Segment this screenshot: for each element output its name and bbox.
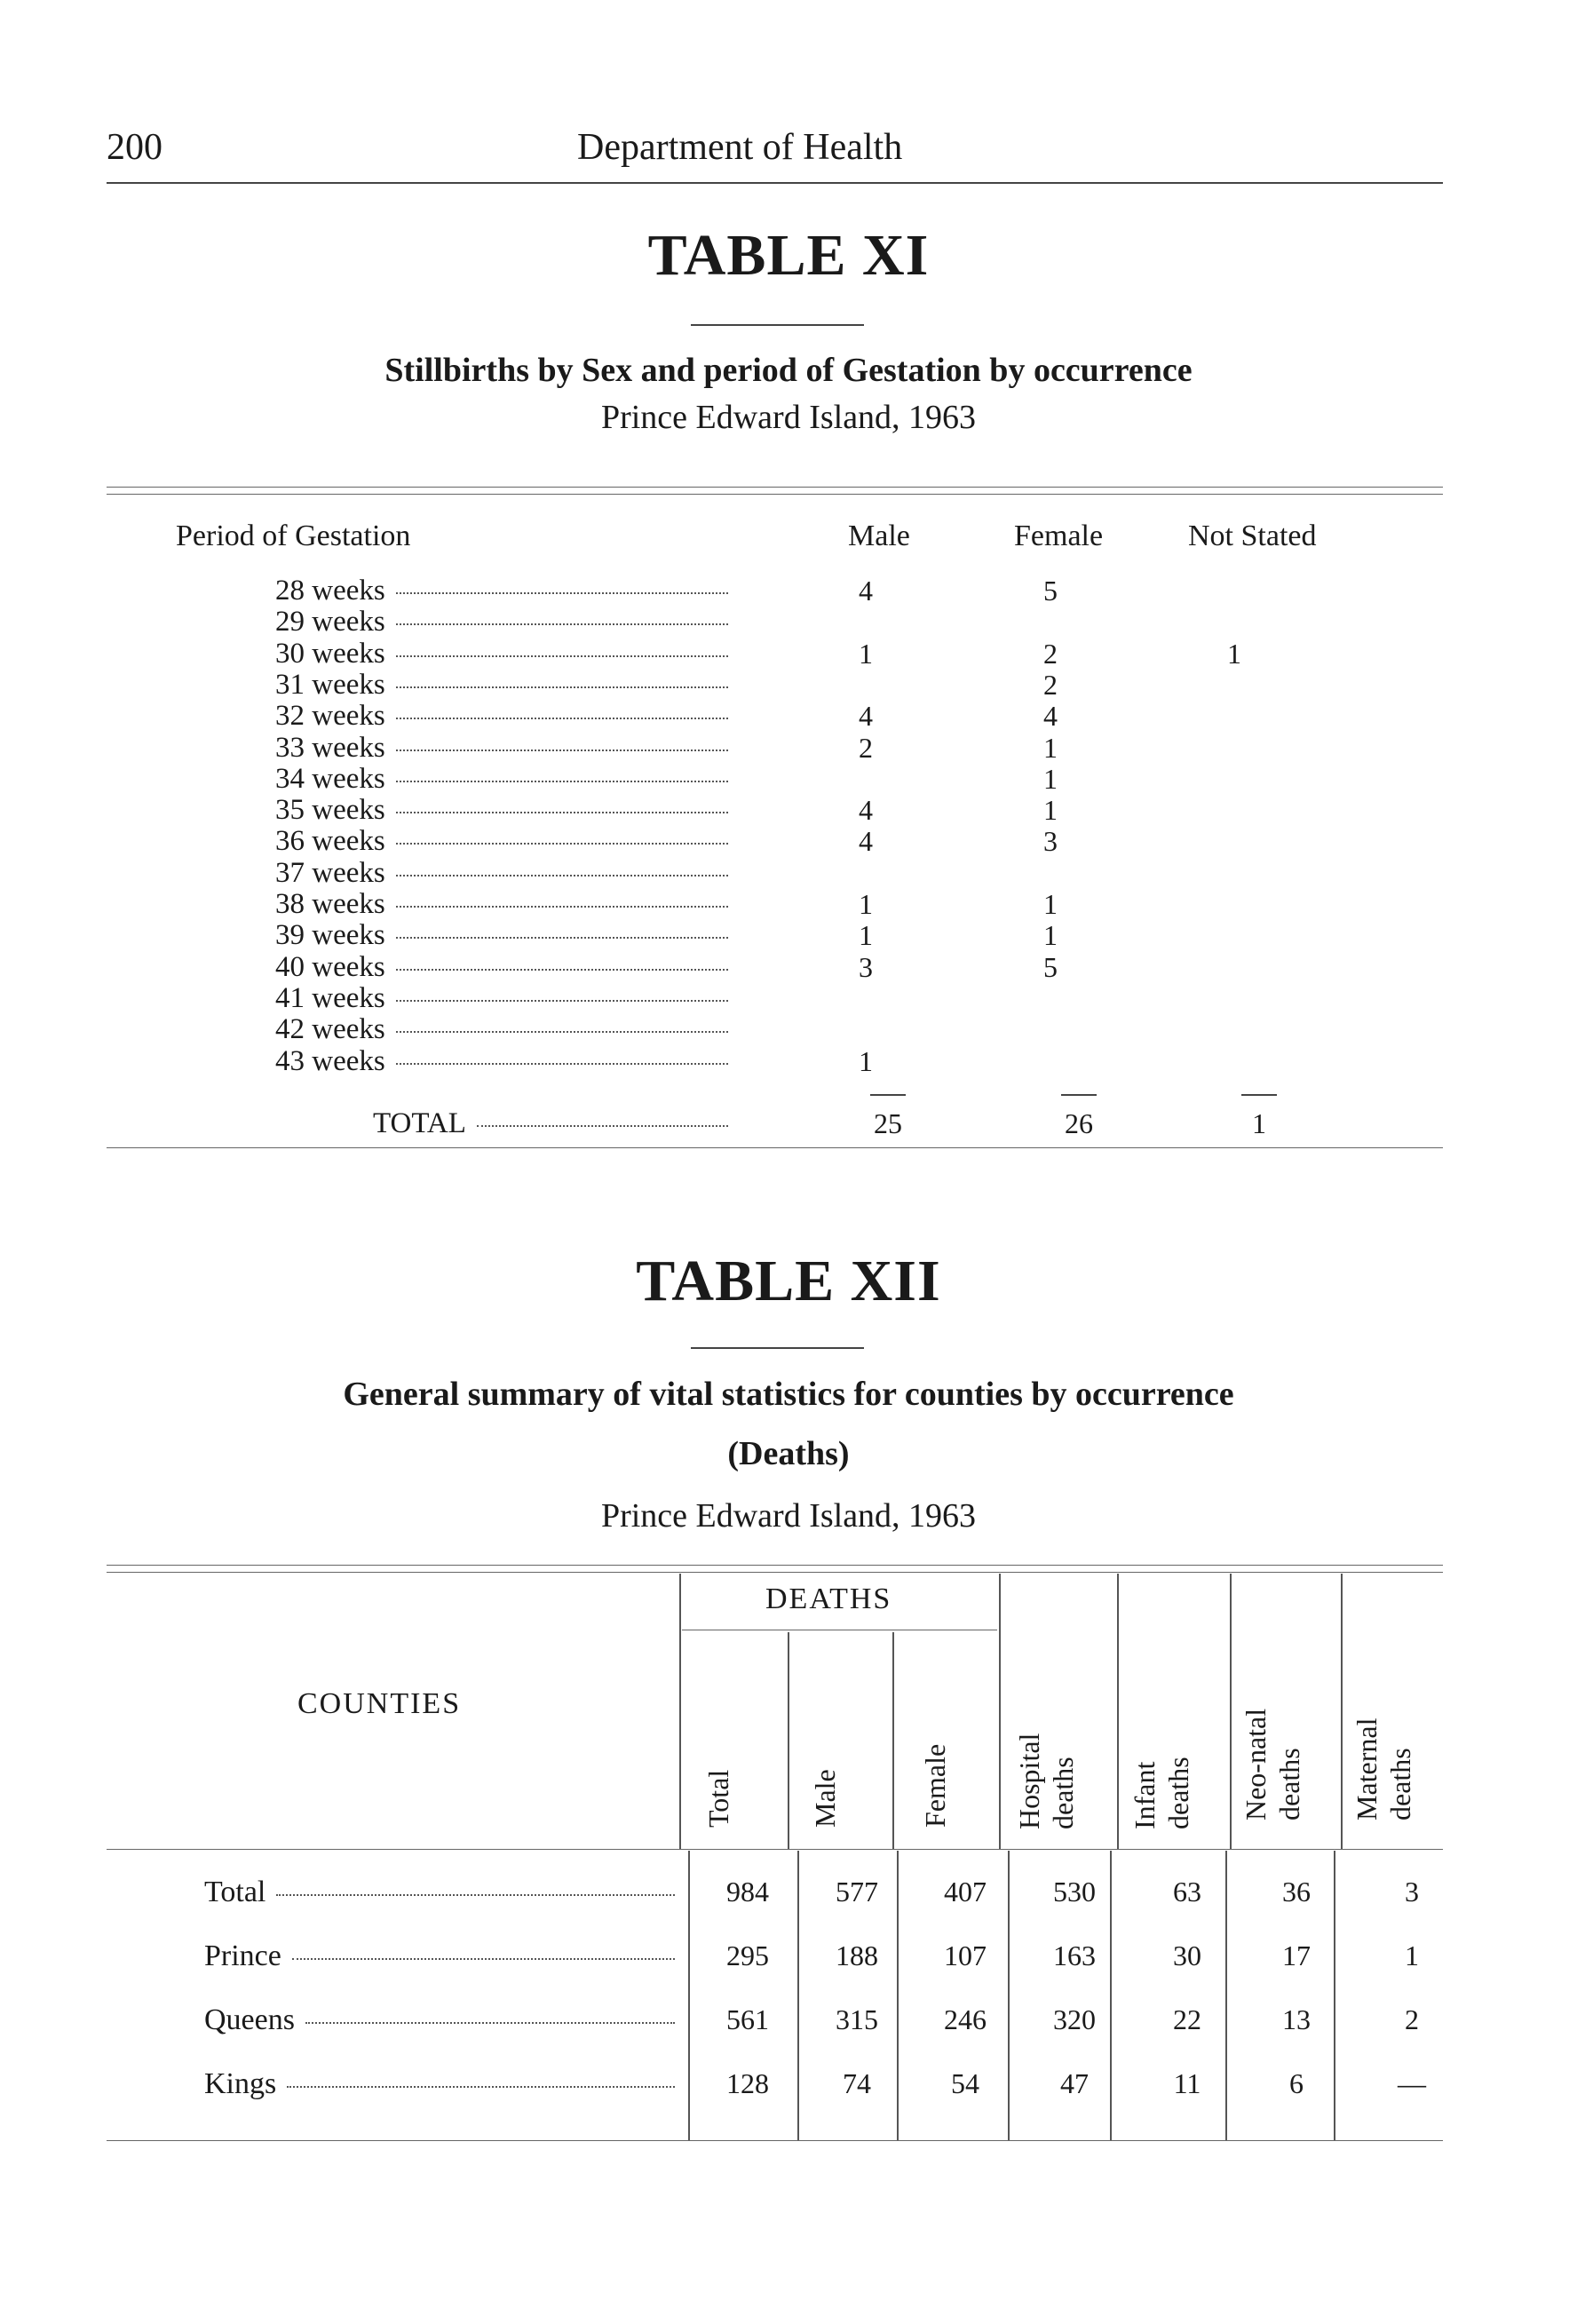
col-neonatal-deaths: Neo-natal deaths (1240, 1708, 1305, 1820)
county-cell-male: 74 (843, 2067, 871, 2099)
total-male: 25 (874, 1107, 902, 1139)
gestation-row-label: 39 weeks (275, 920, 728, 951)
cell-male: 4 (859, 575, 873, 607)
gestation-row-label: 32 weeks (275, 701, 728, 732)
gestation-row-label: 38 weeks (275, 889, 728, 920)
cell-female: 3 (1043, 825, 1058, 857)
county-cell-male: 188 (836, 1939, 878, 1971)
county-cell-infant: 63 (1173, 1876, 1201, 1908)
county-cell-female: 407 (944, 1876, 987, 1908)
col-deaths-group: DEATHS (765, 1582, 892, 1615)
title-rule (691, 324, 864, 326)
cell-male: 1 (859, 919, 873, 951)
county-row-label: Queens (204, 2003, 675, 2037)
table-xi-top-rule-2 (107, 494, 1443, 495)
county-row-label: Kings (204, 2067, 675, 2101)
table-xi-top-rule (107, 487, 1443, 488)
gestation-row-label: 35 weeks (275, 795, 728, 826)
county-cell-hospital: 530 (1053, 1876, 1096, 1908)
gestation-row-label: 34 weeks (275, 764, 728, 795)
col-not-stated: Not Stated (1188, 520, 1317, 552)
col-hospital-deaths: Hospital deaths (1013, 1733, 1079, 1829)
col-male-deaths: Male (809, 1769, 841, 1828)
cell-female: 4 (1043, 700, 1058, 732)
table-xi-subtitle-1: Stillbirths by Sex and period of Gestation by occurrence (384, 352, 1193, 389)
page-number: 200 (107, 127, 162, 168)
cell-female: 1 (1043, 888, 1058, 920)
female-total-dash (1061, 1094, 1097, 1096)
col-male: Male (848, 520, 910, 552)
table-xi-subtitle-2: Prince Edward Island, 1963 (600, 399, 977, 436)
col-maternal-deaths: Maternal deaths (1351, 1717, 1416, 1820)
gestation-row-label: 30 weeks (275, 639, 728, 670)
table-xii-subtitle-1: General summary of vital statistics for counties by occurrence (343, 1376, 1234, 1413)
gestation-row-label: 33 weeks (275, 733, 728, 764)
col-counties: COUNTIES (297, 1687, 462, 1720)
cell-male: 1 (859, 888, 873, 920)
cell-female: 1 (1043, 732, 1058, 764)
county-cell-neonatal: 36 (1282, 1876, 1311, 1908)
table-xi-bottom-rule (107, 1147, 1443, 1148)
gestation-row-label: 42 weeks (275, 1014, 728, 1045)
cell-male: 4 (859, 700, 873, 732)
cell-not-stated: 1 (1227, 638, 1241, 670)
total-label: TOTAL (373, 1108, 466, 1139)
cell-female: 1 (1043, 763, 1058, 795)
col-period-of-gestation: Period of Gestation (176, 520, 411, 552)
county-cell-male: 315 (836, 2003, 878, 2035)
county-cell-female: 246 (944, 2003, 987, 2035)
table-xii-top-rule (107, 1565, 1443, 1566)
county-cell-female: 107 (944, 1939, 987, 1971)
gestation-row-label: 31 weeks (275, 670, 728, 701)
gestation-row-label: 41 weeks (275, 983, 728, 1014)
table-xii-title: TABLE XII (636, 1249, 941, 1313)
col-female-deaths: Female (919, 1743, 951, 1828)
running-title: Department of Health (577, 127, 903, 168)
table-xii-subtitle-3: Prince Edward Island, 1963 (600, 1497, 977, 1535)
cell-female: 2 (1043, 669, 1058, 701)
county-cell-neonatal: 13 (1282, 2003, 1311, 2035)
county-cell-infant: 30 (1173, 1939, 1201, 1971)
county-cell-neonatal: 6 (1289, 2067, 1304, 2099)
county-cell-maternal: 3 (1405, 1876, 1419, 1908)
county-cell-maternal: 1 (1405, 1939, 1419, 1971)
county-cell-infant: 22 (1173, 2003, 1201, 2035)
cell-male: 1 (859, 638, 873, 670)
county-row-label: Total (204, 1876, 675, 1909)
county-row-label: Prince (204, 1939, 675, 1973)
county-cell-total: 128 (726, 2067, 769, 2099)
title-rule-2 (691, 1347, 864, 1349)
cell-female: 5 (1043, 575, 1058, 607)
gestation-row-label: 28 weeks (275, 575, 728, 607)
county-cell-maternal: 2 (1405, 2003, 1419, 2035)
county-cell-infant: 11 (1173, 2067, 1201, 2099)
cell-female: 1 (1043, 919, 1058, 951)
gestation-row-label: 40 weeks (275, 952, 728, 983)
col-infant-deaths: Infant deaths (1129, 1757, 1194, 1829)
county-cell-maternal: — (1398, 2067, 1426, 2099)
county-cell-hospital: 163 (1053, 1939, 1096, 1971)
county-cell-male: 577 (836, 1876, 878, 1908)
header-rule (107, 182, 1443, 184)
gestation-row-label: 37 weeks (275, 858, 728, 889)
total-not-stated: 1 (1252, 1107, 1266, 1139)
col-female: Female (1014, 520, 1104, 552)
county-cell-neonatal: 17 (1282, 1939, 1311, 1971)
table-xii-subtitle-2: (Deaths) (727, 1435, 850, 1472)
cell-male: 4 (859, 794, 873, 826)
cell-male: 1 (859, 1045, 873, 1077)
col-total: Total (702, 1769, 734, 1828)
cell-male: 4 (859, 825, 873, 857)
county-cell-total: 561 (726, 2003, 769, 2035)
table-xii-top-rule-2 (107, 1572, 1443, 1573)
not-stated-total-dash (1241, 1094, 1277, 1096)
table-xi-title: TABLE XI (647, 223, 930, 288)
county-cell-female: 54 (951, 2067, 979, 2099)
gestation-row-label: 43 weeks (275, 1046, 728, 1077)
cell-female: 5 (1043, 951, 1058, 983)
male-total-dash (870, 1094, 906, 1096)
cell-male: 2 (859, 732, 873, 764)
county-cell-total: 984 (726, 1876, 769, 1908)
county-cell-total: 295 (726, 1939, 769, 1971)
cell-male: 3 (859, 951, 873, 983)
county-cell-hospital: 47 (1060, 2067, 1089, 2099)
table-xii-bottom-rule (107, 2140, 1443, 2141)
cell-female: 1 (1043, 794, 1058, 826)
total-female: 26 (1065, 1107, 1093, 1139)
gestation-row-label: 36 weeks (275, 826, 728, 857)
cell-female: 2 (1043, 638, 1058, 670)
county-cell-hospital: 320 (1053, 2003, 1096, 2035)
gestation-row-label: 29 weeks (275, 607, 728, 638)
total-row-label (373, 1108, 728, 1139)
table-xii-header-rule (107, 1849, 1443, 1850)
